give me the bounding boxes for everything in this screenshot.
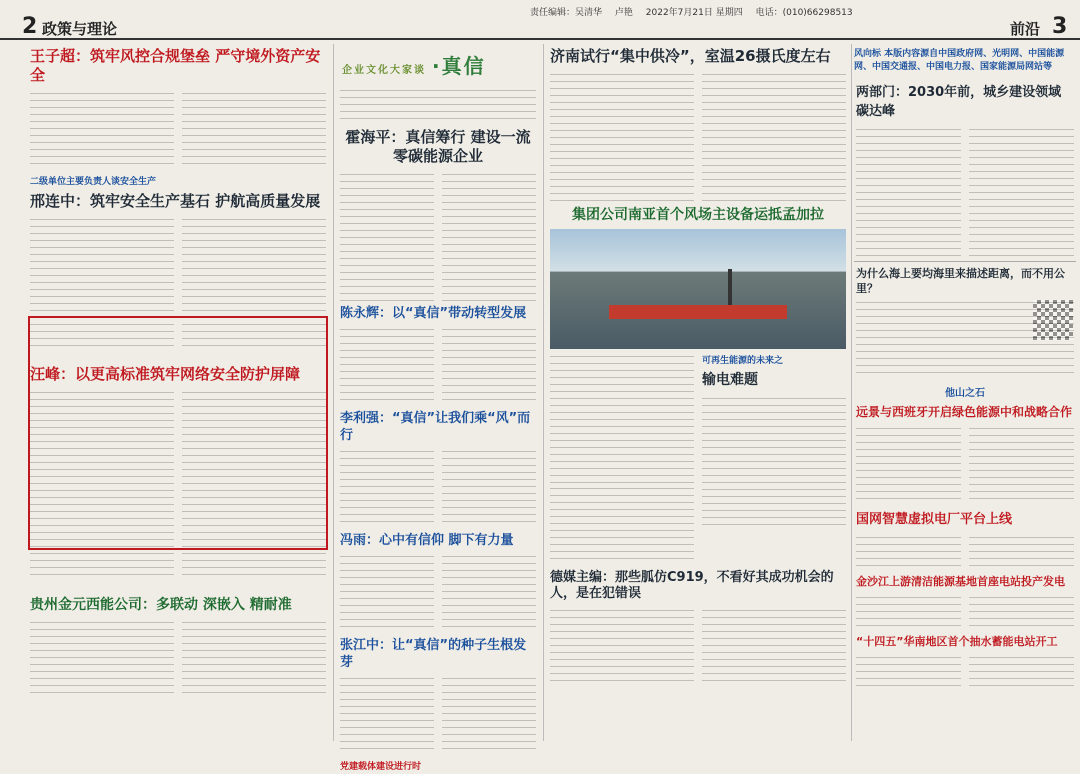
headline-feng-yu: 冯雨：心中有信仰 脚下有力量	[340, 533, 514, 548]
headline-jinsha-river: 金沙江上游清洁能源基地首座电站投产发电	[856, 575, 1065, 588]
headline-huo-haiping: 霍海平：真信筹行 建设一流零碳能源企业	[345, 128, 531, 165]
page-header	[0, 0, 1080, 40]
headline-envision-spain: 远景与西班牙开启绿色能源中和战略合作	[856, 405, 1073, 419]
zhenxin-column-banner	[338, 44, 538, 85]
left-section-title: 政策与理论	[42, 20, 118, 38]
tashan-zhishi-label: 他山之石	[945, 388, 985, 399]
designer-name: 卢艳	[614, 8, 633, 18]
party-building-tag: 党建载体建设进行时	[340, 762, 422, 772]
right-column	[854, 80, 1076, 741]
left-page-number: 2	[22, 14, 38, 39]
headline-chen-yonghui: 陈永辉：以“真信”带动转型发展	[340, 306, 527, 321]
editor-name: 责任编辑：吴清华	[530, 8, 603, 18]
column-title: ·真信	[432, 54, 486, 78]
headline-jinan-cooling: 济南试行“集中供冷”，室温26摄氏度左右	[550, 47, 831, 65]
headline-wang-zichao: 王子超：筑牢风控合规堡垒 严守境外资产安全	[30, 47, 321, 84]
subtitle-tag: 二级单位主要负责人谈安全生产	[30, 177, 157, 187]
headline-c919-editor: 德媒主编：那些胍仿C919，不看好其成功机会的人，是在犯错误	[550, 570, 834, 601]
editor-meta	[530, 5, 863, 18]
headline-wang-feng: 汪峰：以更高标准筑牢网络安全防护屏障	[30, 365, 301, 383]
right-page-number: 3	[1052, 14, 1068, 39]
headline-pumped-storage: “十四五”华南地区首个抽水蓄能电站开工	[856, 635, 1058, 648]
headline-virtual-power-plant: 国网智慧虚拟电厂平台上线	[856, 512, 1013, 527]
wind-farm-cargo-photo	[550, 229, 846, 349]
headline-transmission-challenge: 输电难题	[702, 372, 758, 388]
middle-right-column	[548, 44, 848, 741]
headline-nautical-mile: 为什么海上要均海里来描述距离，而不用公里？	[856, 267, 1065, 295]
fengxiangbiao-banner: 风向标 本版内容源自中国政府网、光明网、中国能源网、中国交通报、中国电力报、国家能源局网站等	[854, 49, 1065, 72]
headline-zhang-jiangzhong: 张江中：让“真信”的种子生根发芽	[340, 638, 527, 670]
headline-guizhou-jinyuan: 贵州金元西能公司：多联动 深嵌入 精耐准	[30, 597, 292, 613]
renewable-series-label: 可再生能源的未来之	[702, 356, 784, 366]
middle-left-column	[338, 44, 538, 772]
headline-carbon-peak-2030: 两部门：2030年前，城乡建设领域碳达峰	[856, 85, 1062, 119]
editor-phone: 电话：(010)66298513	[755, 8, 853, 18]
headline-xing-lianzhong: 邢连中：筑牢安全生产基石 护航高质量发展	[30, 192, 321, 210]
issue-date: 2022年7月21日 星期四	[645, 8, 743, 18]
headline-bangladesh-wind: 集团公司南亚首个风场主设备运抵孟加拉	[572, 207, 824, 223]
highlight-box	[28, 316, 328, 550]
right-section-title: 前沿	[1010, 20, 1041, 38]
headline-li-liqiang: 李利强：“真信”让我们乘“风”而行	[340, 411, 531, 443]
column-label: 企业文化大家谈	[342, 65, 426, 76]
